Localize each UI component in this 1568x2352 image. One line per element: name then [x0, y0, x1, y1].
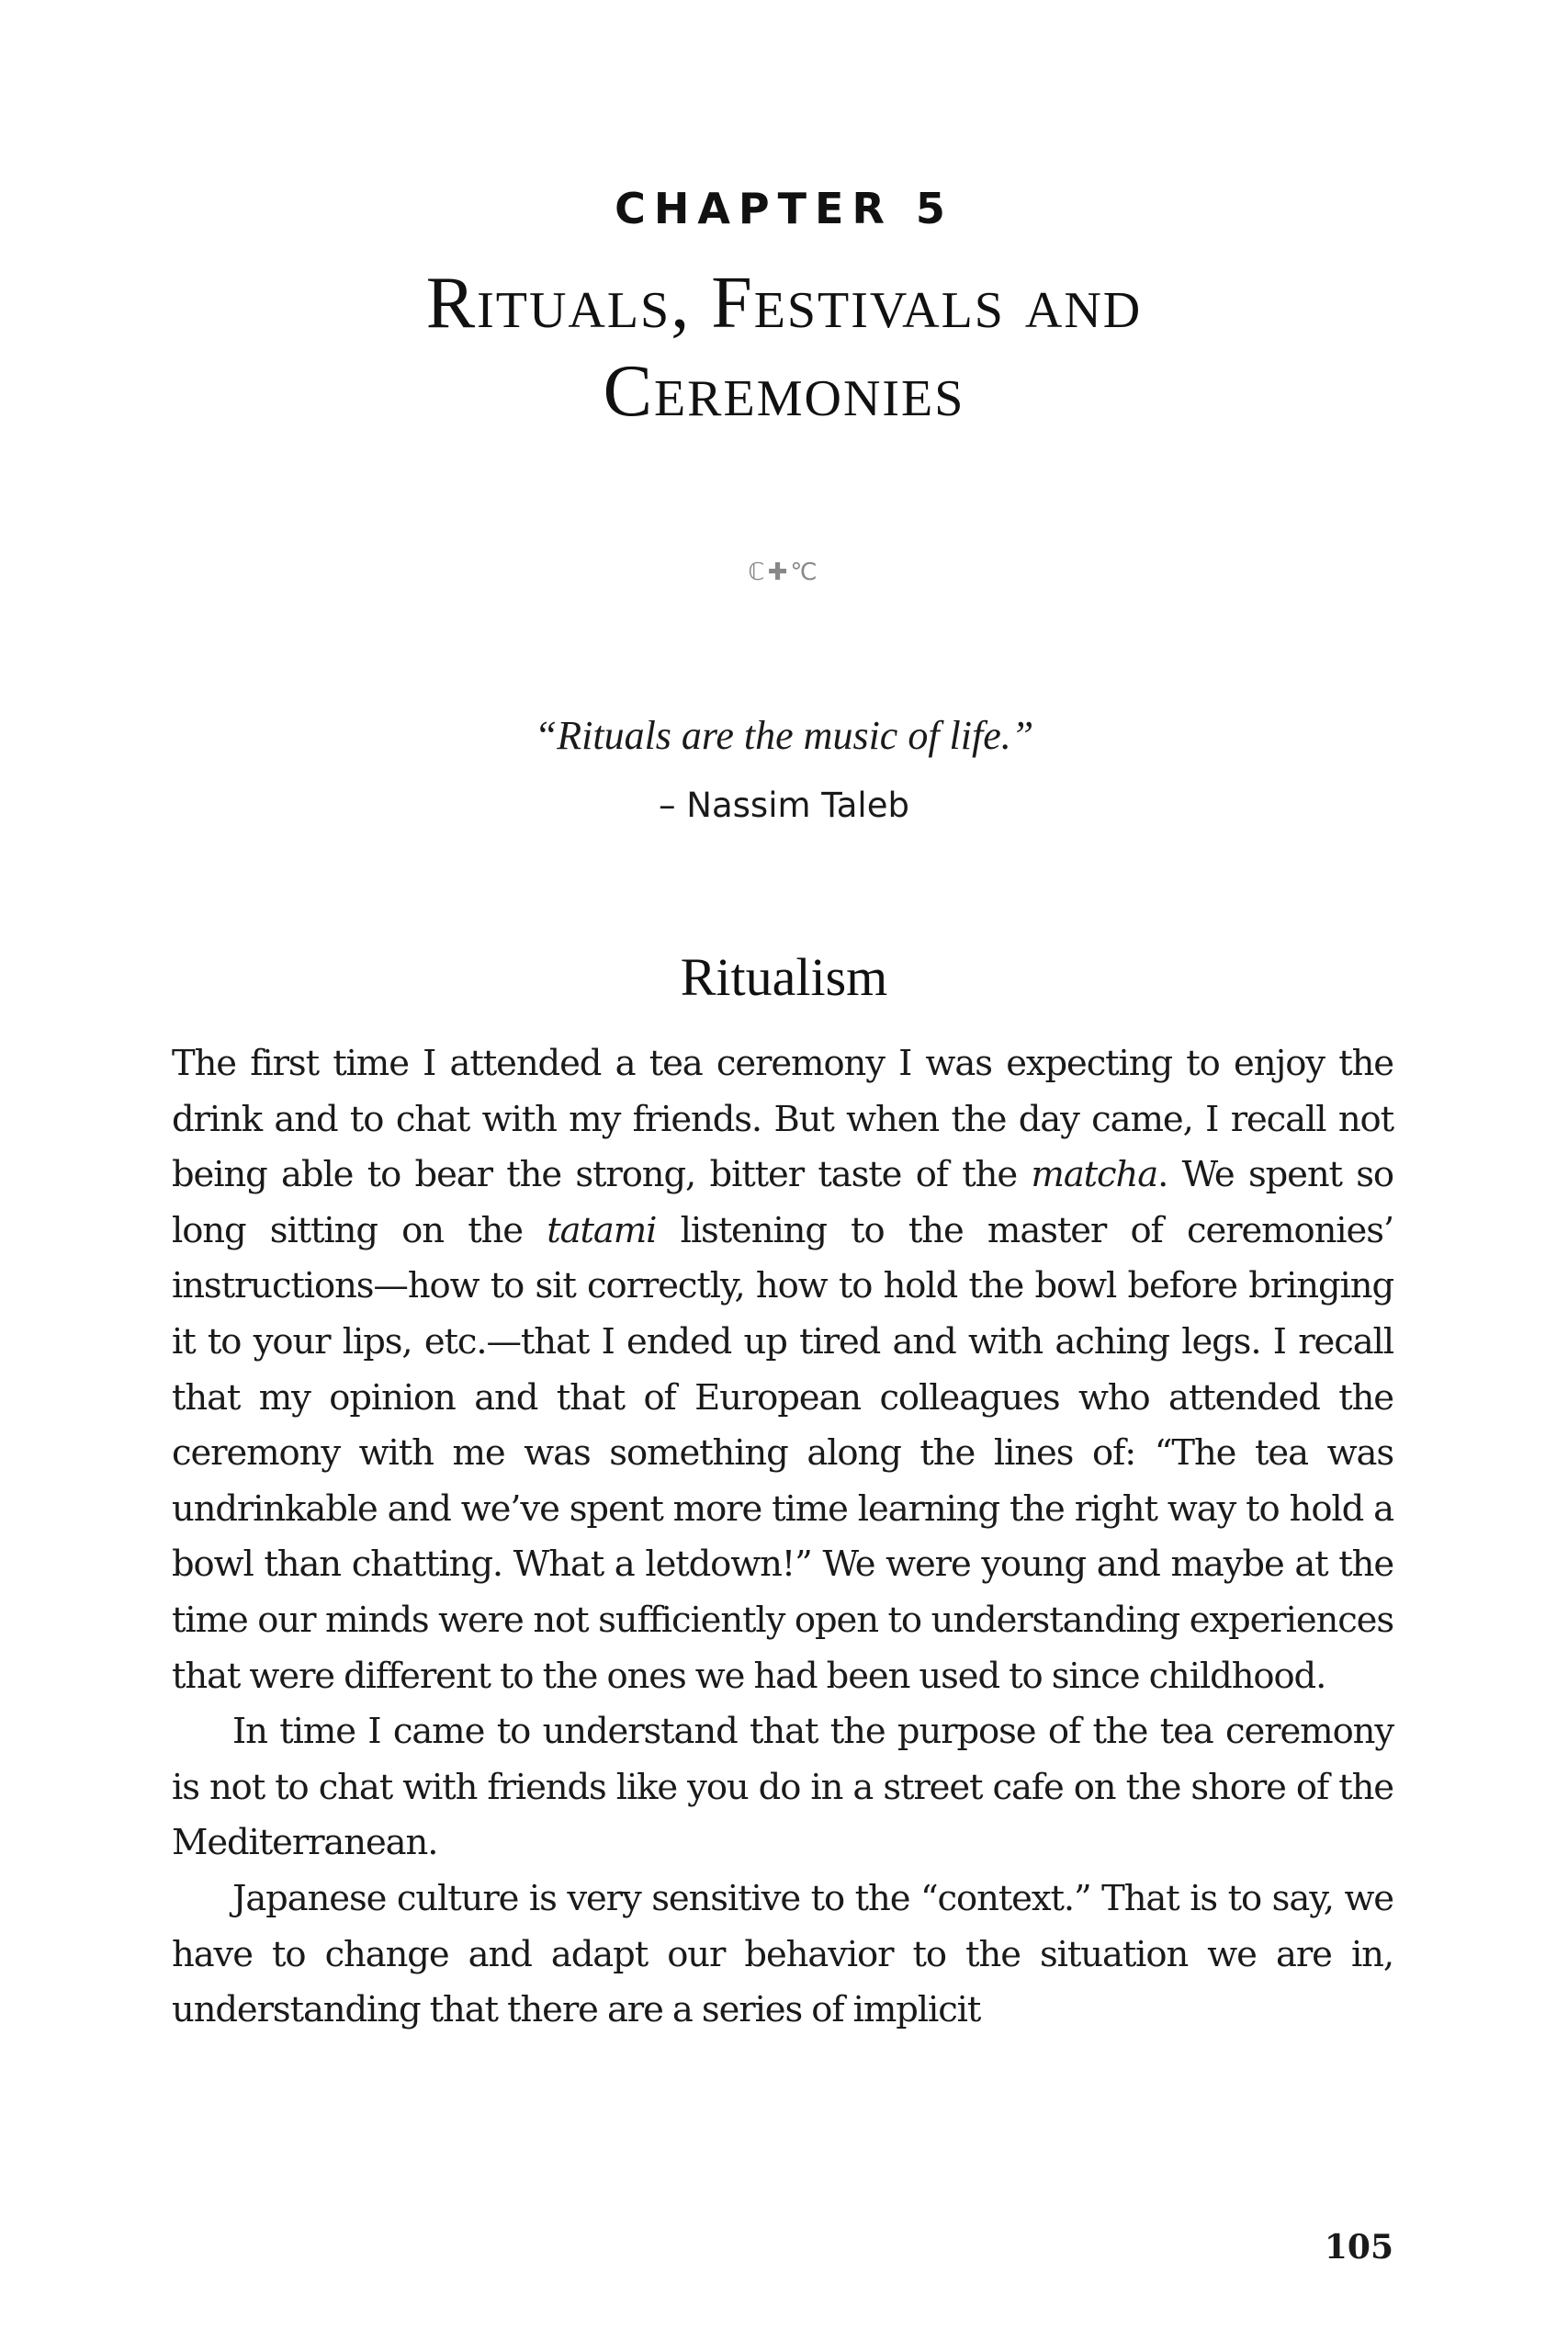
italic-term-tatami: tatami: [547, 1209, 657, 1251]
epigraph-quote: “Rituals are the music of life.”: [534, 713, 1034, 758]
page-number: 105: [1324, 2228, 1393, 2267]
chapter-title-line2: Ceremonies: [603, 351, 965, 432]
paragraph-1-text-a: The first time I attended a tea ceremony I was expecting to enjoy the drink and to chat with my friends. But when the day came, I recall not being able to bear the strong, bitter taste of the: [172, 1043, 1393, 1196]
paragraph-2: In time I came to understand that the purpose of the tea ceremony is not to chat with friends like you do in a street cafe on the shore of the Mediterranean.: [172, 1711, 1393, 1864]
paragraph-1-text-b: . We spent so long sitting on the: [172, 1154, 1393, 1251]
epigraph-author: – Nassim Taleb: [659, 786, 909, 825]
chapter-title-line1: Rituals, Festivals and: [425, 263, 1143, 344]
paragraph-1-text-c: listening to the master of ceremonies’ instructions—how to sit correctly, how to hold the bowl before bringing it to your lips, etc.—that I ended up tired and with aching legs. I recall that my opinion and that of European colleagues who attended the ceremony with me was something along the lines of: “The tea was undrinkable and we’ve spent more time learning the right way to hold a bowl than chatting. What a letdown!” We were young and maybe at the time our minds were not sufficiently open to understanding experiences that were different to the ones we had been used to since childhood.: [172, 1209, 1393, 1697]
paragraph-3: Japanese culture is very sensitive to the “context.” That is to say, we have to change and adapt our behavior to the situation we are in, understanding that there are a series of implicit: [172, 1877, 1393, 2031]
ornament-divider: ℂ✚℃: [748, 559, 820, 586]
paragraph-1: [172, 1036, 1393, 1704]
chapter-title: [0, 259, 1568, 435]
section-heading: Ritualism: [680, 947, 888, 1007]
italic-term-matcha: matcha: [1031, 1154, 1158, 1196]
chapter-label: CHAPTER 5: [615, 184, 953, 233]
body-text: [172, 1036, 1393, 2039]
